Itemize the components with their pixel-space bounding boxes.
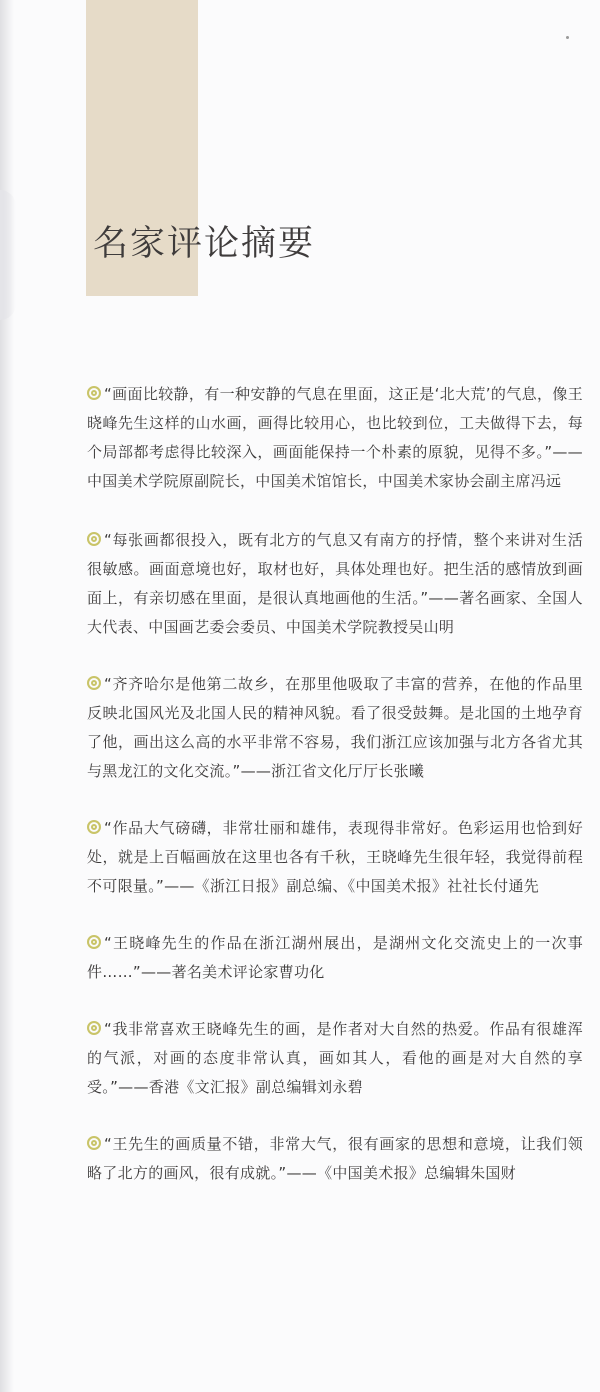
page-edge-notch	[0, 190, 16, 320]
double-circle-bullet-icon	[87, 1136, 101, 1150]
review-text: “王先生的画质量不错，非常大气，很有画家的思想和意境，让我们领略了北方的画风，很有成就。”——《中国美术报》总编辑朱国财	[87, 1135, 583, 1182]
review-item	[87, 670, 583, 786]
review-text: “作品大气磅礴，非常壮丽和雄伟，表现得非常好。色彩运用也恰到好处，就是上百幅画放在这里也各有千秋，王晓峰先生很年轻，我觉得前程不可限量。”——《浙江日报》副总编、《中国美术报》社社长付通先	[87, 819, 583, 895]
review-item	[87, 929, 583, 987]
review-item	[87, 814, 583, 901]
review-item	[87, 1015, 583, 1102]
review-text: “我非常喜欢王晓峰先生的画，是作者对大自然的热爱。作品有很雄浑的气派，对画的态度非常认真，画如其人，看他的画是对大自然的享受。”——香港《文汇报》副总编辑刘永碧	[87, 1020, 583, 1096]
page-title: 名家评论摘要	[93, 224, 316, 264]
review-text: “每张画都很投入，既有北方的气息又有南方的抒情，整个来讲对生活很敏感。画面意境也好，取材也好，具体处理也好。把生活的感情放到画面上，有亲切感在里面，是很认真地画他的生活。”——著名画家、全国人大代表、中国画艺委会委员、中国美术学院教授吴山明	[87, 531, 583, 636]
speck-dot	[566, 36, 569, 39]
review-text: “王晓峰先生的作品在浙江湖州展出，是湖州文化交流史上的一次事件……”——著名美术评论家曹功化	[87, 934, 583, 981]
review-item	[87, 380, 583, 496]
review-list	[87, 380, 583, 1188]
double-circle-bullet-icon	[87, 386, 101, 400]
review-item	[87, 526, 583, 642]
double-circle-bullet-icon	[87, 676, 101, 690]
review-item	[87, 1130, 583, 1188]
double-circle-bullet-icon	[87, 820, 101, 834]
review-text: “画面比较静，有一种安静的气息在里面，这正是‘北大荒’的气息，像王晓峰先生这样的山水画，画得比较用心，也比较到位，工夫做得下去，每个局部都考虑得比较深入，画面能保持一个朴素的原貌，见得不多。”——中国美术学院原副院长，中国美术馆馆长，中国美术家协会副主席冯远	[87, 385, 583, 490]
review-text: “齐齐哈尔是他第二故乡，在那里他吸取了丰富的营养，在他的作品里反映北国风光及北国人民的精神风貌。看了很受鼓舞。是北国的土地孕育了他，画出这么高的水平非常不容易，我们浙江应该加强与北方各省尤其与黑龙江的文化交流。”——浙江省文化厅厅长张曦	[87, 675, 583, 780]
double-circle-bullet-icon	[87, 935, 101, 949]
double-circle-bullet-icon	[87, 1021, 101, 1035]
double-circle-bullet-icon	[87, 532, 101, 546]
